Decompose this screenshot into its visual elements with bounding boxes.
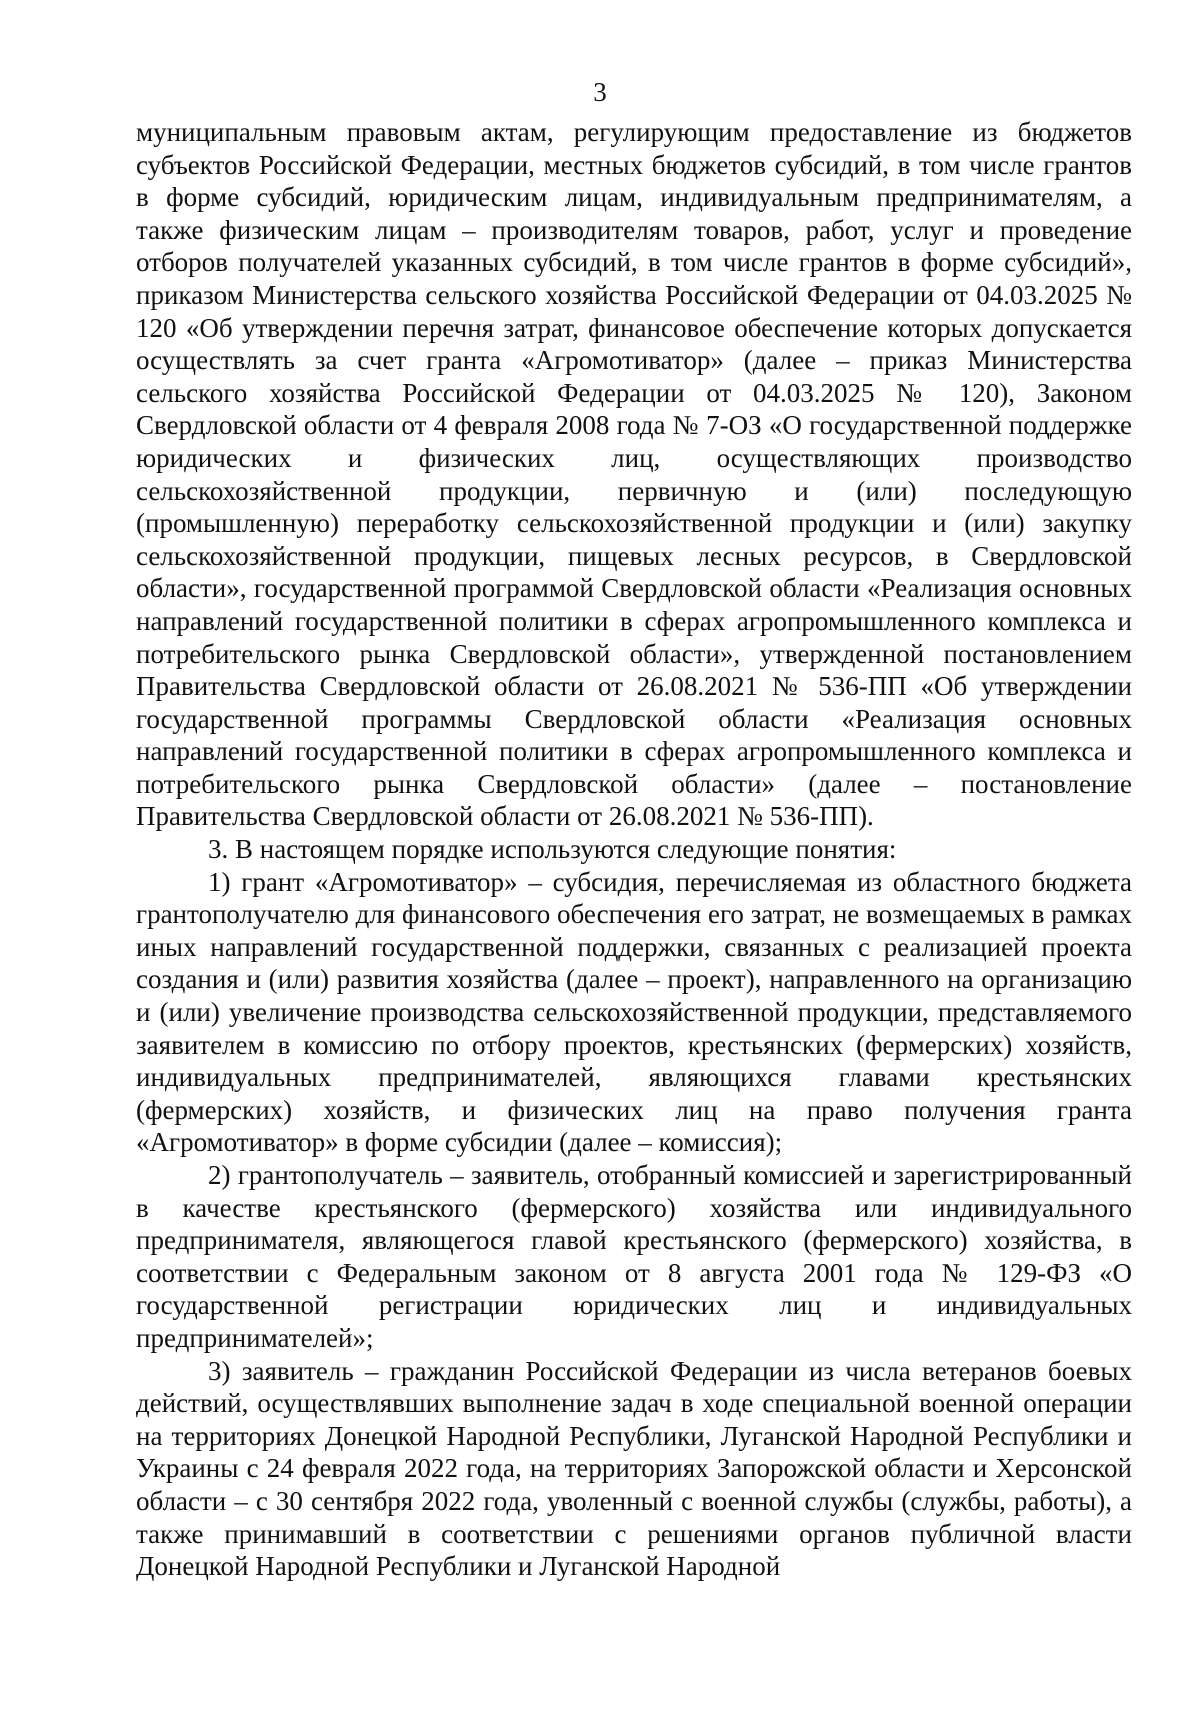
paragraph-definition-1: 1) грант «Агромотиватор» – субсидия, перечисляемая из областного бюджета грантополучателю для финансового обеспечения его затрат, не возмещаемых в рамках иных направлений государственной поддержки, связанных с реализацией проекта создания и (или) развития хозяйства (далее – проект), направленного на организацию и (или) увеличение производства сельскохозяйственной продукции, представляемого заявителем в комиссию по отбору проектов, крестьянских (фермерских) хозяйств, индивидуальных предпринимателей, являющихся главами крестьянских (фермерских) хозяйств, и физических лиц на право получения гранта «Агромотиватор» в форме субсидии (далее – комиссия); [136, 866, 1132, 1158]
document-body [136, 116, 1132, 1583]
paragraph-definition-2: 2) грантополучатель – заявитель, отобранный комиссией и зарегистрированный в качестве крестьянского (фермерского) хозяйства или индивидуального предпринимателя, являющегося главой крестьянского (фермерского) хозяйства, в соответствии с Федеральным законом от 8 августа 2001 года № 129-ФЗ «О государственной регистрации юридических лиц и индивидуальных предпринимателей»; [136, 1160, 1132, 1353]
paragraph-item-3: 3. В настоящем порядке используются следующие понятия: [208, 834, 897, 865]
paragraph-continuation: муниципальным правовым актам, регулирующим предоставление из бюджетов субъектов Российской Федерации, местных бюджетов субсидий, в том числе грантов в форме субсидий, юридическим лицам, индивидуальным предпринимателям, а также физическим лицам – производителям товаров, работ, услуг и проведение отборов получателей указанных субсидий, в том числе грантов в форме субсидий», приказом Министерства сельского хозяйства Российской Федерации от 04.03.2025 № 120 «Об утверждении перечня затрат, финансовое обеспечение которых допускается осуществлять за счет гранта «Агромотиватор» (далее – приказ Министерства сельского хозяйства Российской Федерации от 04.03.2025 № 120), Законом Свердловской области от 4 февраля 2008 года № 7-ОЗ «О государственной поддержке юридических и физических лиц, осуществляющих производство сельскохозяйственной продукции, первичную и (или) последующую (промышленную) переработку сельскохозяйственной продукции и (или) закупку сельскохозяйственной продукции, пищевых лесных ресурсов, в Свердловской области», государственной программой Свердловской области «Реализация основных направлений государственной политики в сферах агропромышленного комплекса и потребительского рынка Свердловской области», утвержденной постановлением Правительства Свердловской области от 26.08.2021 № 536-ПП «Об утверждении государственной программы Свердловской области «Реализация основных направлений государственной политики в сферах агропромышленного комплекса и потребительского рынка Свердловской области» (далее – постановление Правительства Свердловской области от 26.08.2021 № 536-ПП). [136, 117, 1132, 832]
paragraph-definition-3: 3) заявитель – гражданин Российской Федерации из числа ветеранов боевых действий, осуществлявших выполнение задач в ходе специальной военной операции на территориях Донецкой Народной Республики, Луганской Народной Республики и Украины с 24 февраля 2022 года, на территориях Запорожской области и Херсонской области – с 30 сентября 2022 года, уволенный с военной службы (службы, работы), а также принимавший в соответствии с решениями органов публичной власти Донецкой Народной Республики и Луганской Народной [136, 1355, 1132, 1582]
page-number: 3 [593, 77, 607, 107]
